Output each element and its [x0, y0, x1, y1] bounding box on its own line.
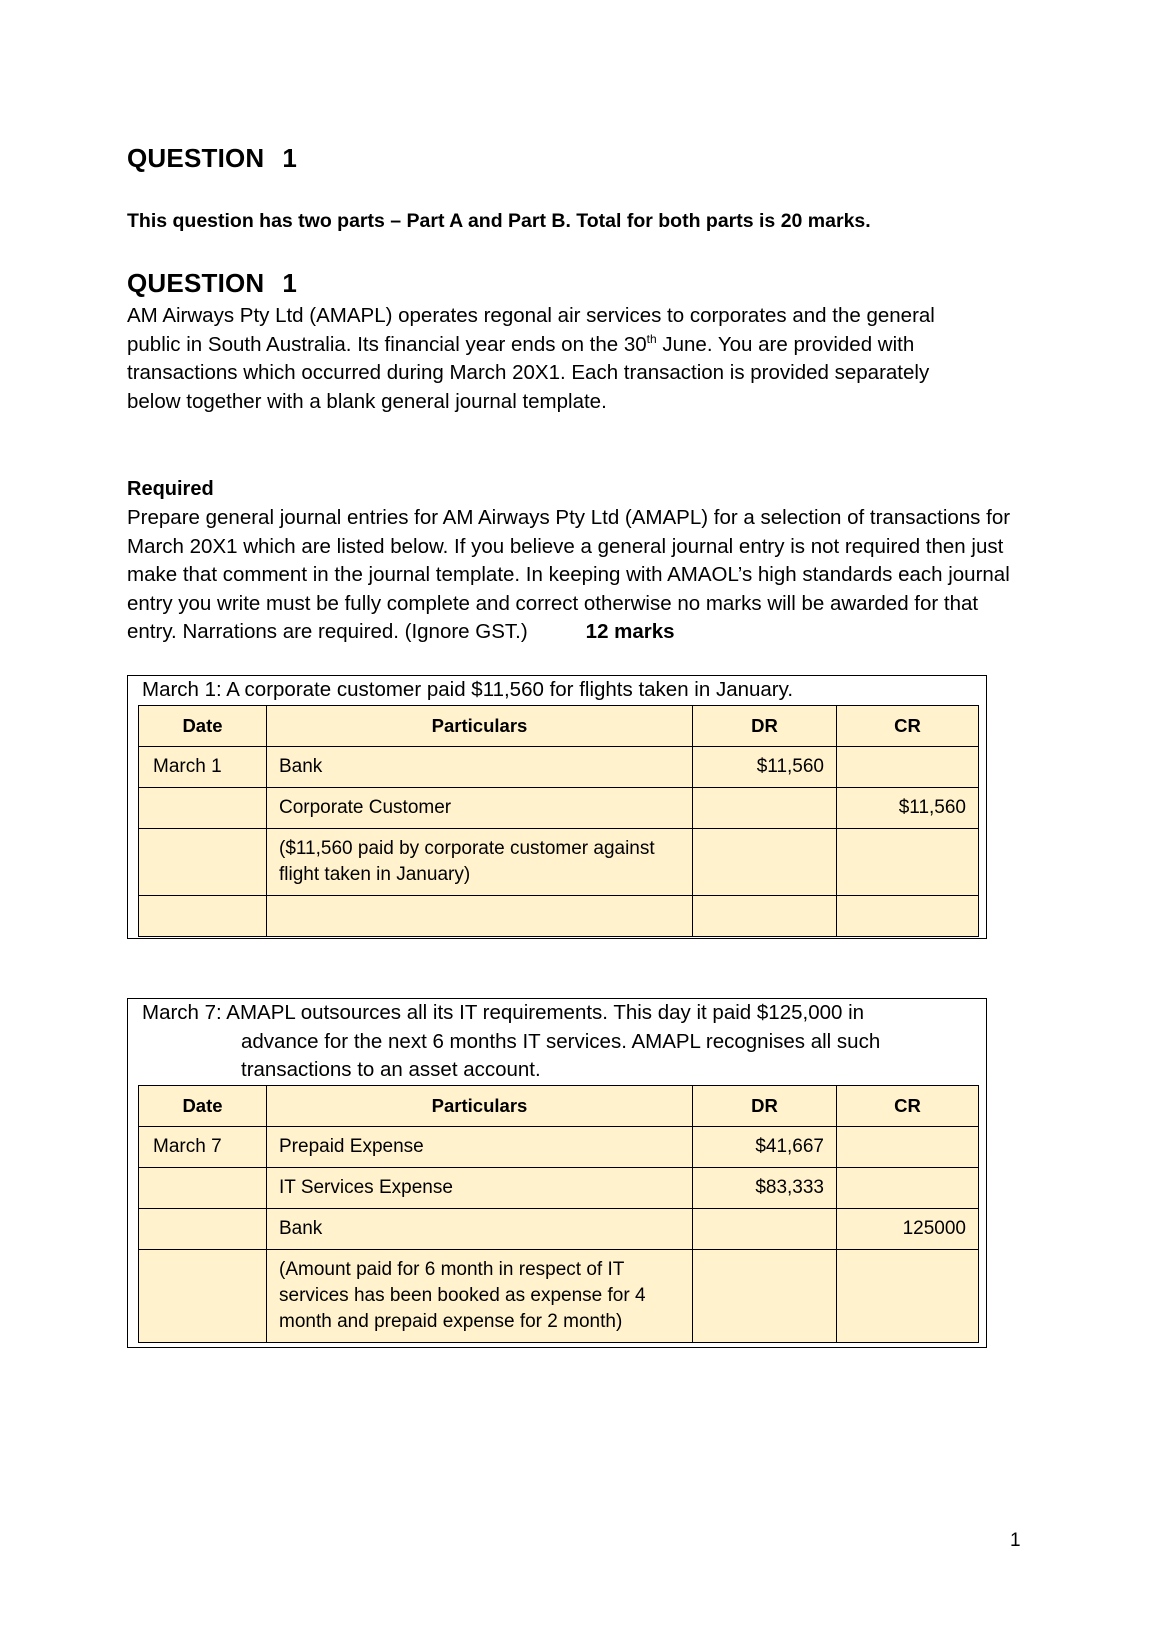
required-paragraph	[127, 504, 1027, 647]
date-cell: March 1	[139, 747, 267, 788]
col-date-header: Date	[139, 706, 267, 747]
question-heading-number: 1	[282, 143, 298, 173]
dr-cell	[693, 788, 837, 829]
dr-cell: $41,667	[693, 1127, 837, 1168]
date-cell: March 7	[139, 1127, 267, 1168]
col-dr-header: DR	[693, 706, 837, 747]
intro-text-1: AM Airways Pty Ltd (AMAPL) operates regonal air services to corporates and the general public in South Australia. Its financial year ends on the 30	[127, 304, 935, 356]
table-row	[139, 747, 979, 788]
table-row	[139, 829, 979, 896]
required-text: Prepare general journal entries for AM Airways Pty Ltd (AMAPL) for a selection of transactions for March 20X1 which are listed below. If you believe a general journal entry is not required then just make that comment in the journal template. In keeping with AMAOL’s high standards each journal entry you write must be fully complete and correct otherwise no marks will be awarded for that entry. Narrations are required. (Ignore GST.)	[127, 506, 1011, 643]
dr-cell	[693, 1250, 837, 1343]
dr-cell	[693, 1209, 837, 1250]
date-cell	[139, 1168, 267, 1209]
table-row	[139, 1168, 979, 1209]
cr-cell: 125000	[837, 1209, 979, 1250]
cr-cell	[837, 829, 979, 896]
table-row	[139, 1250, 979, 1343]
cr-cell	[837, 896, 979, 937]
col-particulars-header: Particulars	[267, 1086, 693, 1127]
transaction-1-description: March 1: A corporate customer paid $11,560 for flights taken in January.	[142, 678, 794, 701]
journal-table-2	[138, 1085, 979, 1343]
dr-cell: $83,333	[693, 1168, 837, 1209]
particulars-cell	[267, 896, 693, 937]
journal-table-1	[138, 705, 979, 937]
transaction-2-description	[128, 999, 986, 1085]
particulars-cell: Bank	[267, 1209, 693, 1250]
required-heading: Required	[127, 478, 214, 500]
particulars-cell: Prepaid Expense	[267, 1127, 693, 1168]
date-cell	[139, 788, 267, 829]
particulars-cell: Corporate Customer	[267, 788, 693, 829]
cr-cell	[837, 747, 979, 788]
col-date-header: Date	[139, 1086, 267, 1127]
intro-paragraph	[127, 302, 987, 416]
particulars-cell: Bank	[267, 747, 693, 788]
table-row	[139, 788, 979, 829]
intro-superscript: th	[646, 331, 657, 346]
required-marks: 12 marks	[585, 620, 675, 643]
transaction-2-line-3: transactions to an asset account.	[241, 1058, 541, 1081]
particulars-cell: IT Services Expense	[267, 1168, 693, 1209]
transaction-2-line-2: advance for the next 6 months IT services. AMAPL recognises all such	[241, 1029, 881, 1053]
question-heading	[127, 143, 297, 174]
table-row	[139, 896, 979, 937]
question-heading-2	[127, 268, 297, 299]
transaction-2-line-1: March 7: AMAPL outsources all its IT requirements. This day it paid $125,000 in	[142, 1001, 865, 1024]
col-cr-header: CR	[837, 706, 979, 747]
journal-header-row	[139, 706, 979, 747]
narration-cell: (Amount paid for 6 month in respect of IT services has been booked as expense for 4 month and prepaid expense for 2 month)	[267, 1250, 693, 1343]
cr-cell	[837, 1250, 979, 1343]
col-particulars-header: Particulars	[267, 706, 693, 747]
date-cell	[139, 1250, 267, 1343]
page-number: 1	[1010, 1530, 1021, 1551]
question-heading-2-word: QUESTION	[127, 268, 265, 298]
table-row	[139, 1209, 979, 1250]
date-cell	[139, 1209, 267, 1250]
date-cell	[139, 896, 267, 937]
col-dr-header: DR	[693, 1086, 837, 1127]
date-cell	[139, 829, 267, 896]
col-cr-header: CR	[837, 1086, 979, 1127]
cr-cell	[837, 1168, 979, 1209]
table-row	[139, 1127, 979, 1168]
intro-text-2: June. You are provided with transactions which occurred during March 20X1. Each transaction is provided separately below together with a blank general journal template.	[127, 332, 930, 413]
question-subtitle: This question has two parts – Part A and Part B. Total for both parts is 20 marks.	[127, 210, 871, 232]
dr-cell	[693, 896, 837, 937]
narration-cell: ($11,560 paid by corporate customer against flight taken in January)	[267, 829, 693, 896]
dr-cell: $11,560	[693, 747, 837, 788]
cr-cell: $11,560	[837, 788, 979, 829]
dr-cell	[693, 829, 837, 896]
question-heading-word: QUESTION	[127, 143, 265, 173]
question-heading-2-number: 1	[282, 268, 298, 298]
journal-header-row	[139, 1086, 979, 1127]
cr-cell	[837, 1127, 979, 1168]
